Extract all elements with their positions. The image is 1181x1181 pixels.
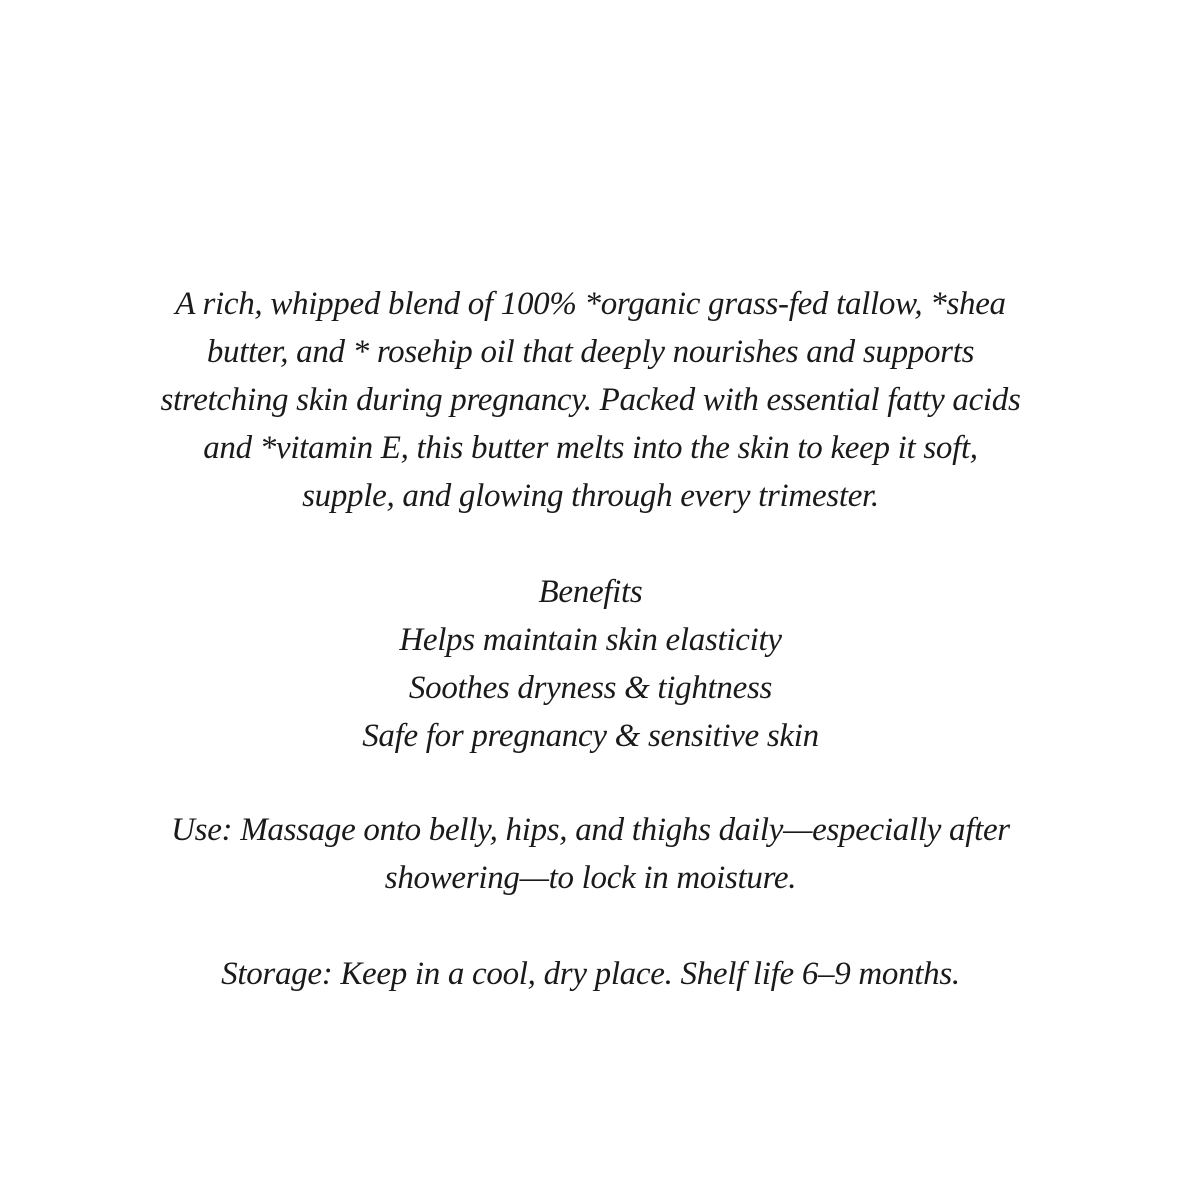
usage-instructions bbox=[100, 806, 1081, 902]
storage-line: Storage: Keep in a cool, dry place. Shelf life 6–9 months. bbox=[221, 956, 960, 992]
description-line: butter, and * rosehip oil that deeply nourishes and supports bbox=[206, 334, 975, 370]
benefit-item: Soothes dryness & tightness bbox=[408, 670, 773, 706]
description-line: and *vitamin E, this butter melts into the skin to keep it soft, bbox=[203, 430, 978, 466]
benefit-item: Safe for pregnancy & sensitive skin bbox=[362, 718, 819, 754]
benefits-section bbox=[100, 568, 1081, 760]
description-line: stretching skin during pregnancy. Packed with essential fatty acids bbox=[160, 382, 1021, 418]
usage-line: showering—to lock in moisture. bbox=[384, 860, 797, 896]
product-description bbox=[100, 280, 1081, 520]
description-line: supple, and glowing through every trimester. bbox=[302, 478, 879, 514]
description-line: A rich, whipped blend of 100% *organic grass-fed tallow, *shea bbox=[175, 286, 1006, 322]
storage-instructions bbox=[100, 950, 1081, 998]
benefit-item: Helps maintain skin elasticity bbox=[399, 622, 782, 658]
benefits-heading: Benefits bbox=[538, 574, 643, 610]
usage-line: Use: Massage onto belly, hips, and thighs daily—especially after bbox=[171, 812, 1010, 848]
